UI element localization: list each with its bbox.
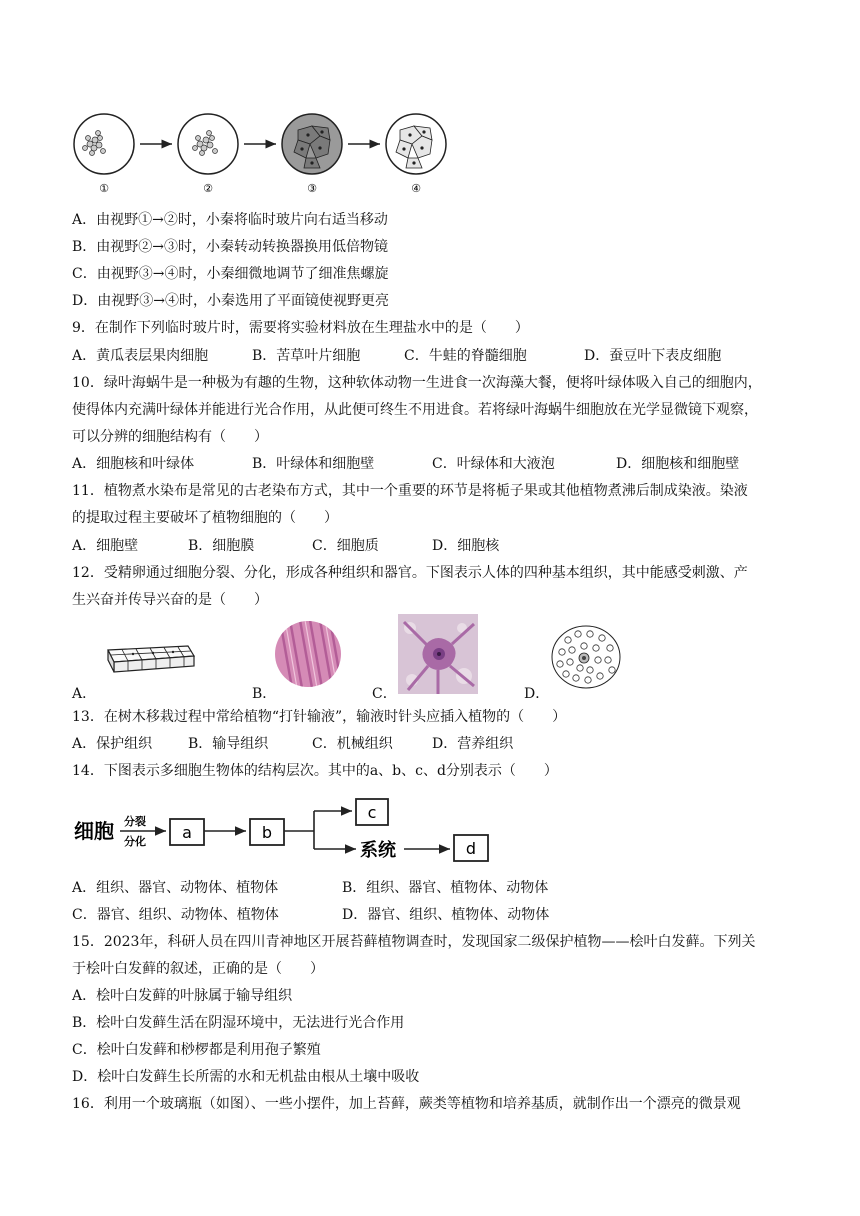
q13-option-c: C．机械组织 [312, 736, 393, 752]
q16-stem: 16．利用一个玻璃瓶（如图）、一些小摆件，加上苔藓，蕨类等植物和培养基质，就制作出一个漂亮的微景观 [72, 1096, 741, 1112]
q12-option-d-label: D． [524, 686, 550, 702]
q11-options [72, 536, 792, 556]
q15-option-b: B．桧叶白发藓生活在阴湿环境中，无法进行光合作用 [72, 1015, 405, 1031]
q13-option-a: A．保护组织 [72, 736, 153, 752]
q9-stem: 9．在制作下列临时玻片时，需要将实验材料放在生理盐水中的是（ ） [72, 320, 529, 336]
diagram-start-label: 细胞 [74, 819, 114, 843]
q8-option-a: A．由视野①→②时，小秦将临时玻片向右适当移动 [72, 212, 388, 228]
q12-option-b-label: B． [252, 686, 277, 702]
q14-option-d: D．器官、组织、植物体、动物体 [342, 907, 550, 923]
q8-figure [70, 108, 450, 198]
diagram-arrow-top-label: 分裂 [124, 815, 146, 828]
q11-option-c: C．细胞质 [312, 538, 379, 554]
field-1-circle [74, 114, 134, 174]
q11-stem-line-2: 的提取过程主要破坏了植物细胞的（ ） [72, 510, 338, 526]
q14-option-a: A．组织、器官、动物体、植物体 [72, 880, 279, 896]
q10-option-a: A．细胞核和叶绿体 [72, 456, 195, 472]
q14-options-row-2 [72, 905, 792, 925]
diagram-arrow-bottom-label: 分化 [124, 835, 146, 848]
q12-stem-line-2: 生兴奋并传导兴奋的是（ ） [72, 592, 268, 608]
q9-option-b: B．苦草叶片细胞 [252, 348, 361, 364]
q14-options-row-1 [72, 878, 792, 898]
q15-stem-line-2: 于桧叶白发藓的叙述，正确的是（ ） [72, 961, 324, 977]
q9-option-d: D．蚕豆叶下表皮细胞 [584, 348, 722, 364]
q8-option-c: C．由视野③→④时，小秦细微地调节了细准焦螺旋 [72, 266, 389, 282]
q12-stem-line-1: 12．受精卵通过细胞分裂、分化，形成各种组织和器官。下图表示人体的四种基本组织，其中能感受刺激、产 [72, 565, 748, 581]
q11-option-b: B．细胞膜 [188, 538, 255, 554]
q8-option-b: B．由视野②→③时，小秦转动转换器换用低倍物镜 [72, 239, 389, 255]
q15-option-a: A．桧叶白发藓的叶脉属于输导组织 [72, 988, 293, 1004]
q14-option-c: C．器官、组织、动物体、植物体 [72, 907, 279, 923]
microscope-fields-illustration [70, 108, 450, 198]
q15-option-c: C．桧叶白发藓和桫椤都是利用孢子繁殖 [72, 1042, 321, 1058]
q15-stem-line-1: 15．2023年，科研人员在四川青神地区开展苔藓植物调查时，发现国家二级保护植物——桧叶白发藓。下列关 [72, 934, 756, 950]
field-label-2: ② [203, 182, 213, 195]
q11-stem-line-1: 11．植物煮水染布是常见的古老染布方式，其中一个重要的环节是将栀子果或其他植物煮沸后制成染液。染液 [72, 483, 748, 499]
q9-options [72, 346, 792, 366]
blood-tissue-image [550, 624, 622, 690]
q10-options [72, 454, 792, 474]
box-d-label: d [465, 839, 477, 858]
field-label-4: ④ [411, 182, 421, 195]
epithelial-tissue-image [98, 640, 198, 675]
q11-option-a: A．细胞壁 [72, 538, 139, 554]
q10-option-c: C．叶绿体和大液泡 [432, 456, 555, 472]
field-label-3: ③ [307, 182, 317, 195]
q12-option-a-label: A． [72, 686, 97, 702]
q11-option-d: D．细胞核 [432, 538, 500, 554]
q10-option-b: B．叶绿体和细胞壁 [252, 456, 375, 472]
q10-stem-line-1: 10．绿叶海蜗牛是一种极为有趣的生物，这种软体动物一生进食一次海藻大餐，便将叶绿体吸入自己的细胞内， [72, 375, 762, 391]
q9-option-c: C．牛蛙的脊髓细胞 [404, 348, 527, 364]
q9-option-a: A．黄瓜表层果肉细胞 [72, 348, 209, 364]
q10-stem-line-2: 使得体内充满叶绿体并能进行光合作用，从此便可终生不用进食。若将绿叶海蜗牛细胞放在光学显微镜下观察， [72, 402, 758, 418]
q8-option-d: D．由视野③→④时，小秦选用了平面镜使视野更亮 [72, 293, 389, 309]
q14-option-b: B．组织、器官、植物体、动物体 [342, 880, 549, 896]
structure-level-diagram [70, 795, 500, 865]
box-a-label: a [182, 823, 192, 842]
muscle-tissue-image [274, 620, 342, 688]
box-c-label: c [367, 803, 377, 822]
box-b-label: b [261, 823, 273, 842]
q13-option-d: D．营养组织 [432, 736, 514, 752]
field-label-1: ① [99, 182, 109, 195]
nerve-tissue-image [398, 614, 478, 694]
q10-stem-line-3: 可以分辨的细胞结构有（ ） [72, 429, 268, 445]
q15-option-d: D．桧叶白发藓生长所需的水和无机盐由根从土壤中吸收 [72, 1069, 420, 1085]
q13-stem: 13．在树木移栽过程中常给植物“打针输液”，输液时针头应插入植物的（ ） [72, 709, 567, 725]
q13-option-b: B．输导组织 [188, 736, 269, 752]
q10-option-d: D．细胞核和细胞壁 [616, 456, 740, 472]
q14-stem: 14．下图表示多细胞生物体的结构层次。其中的a、b、c、d分别表示（ ） [72, 763, 558, 779]
q12-option-c-label: C． [372, 686, 397, 702]
diagram-system-label: 系统 [360, 840, 396, 861]
q13-options [72, 734, 792, 754]
